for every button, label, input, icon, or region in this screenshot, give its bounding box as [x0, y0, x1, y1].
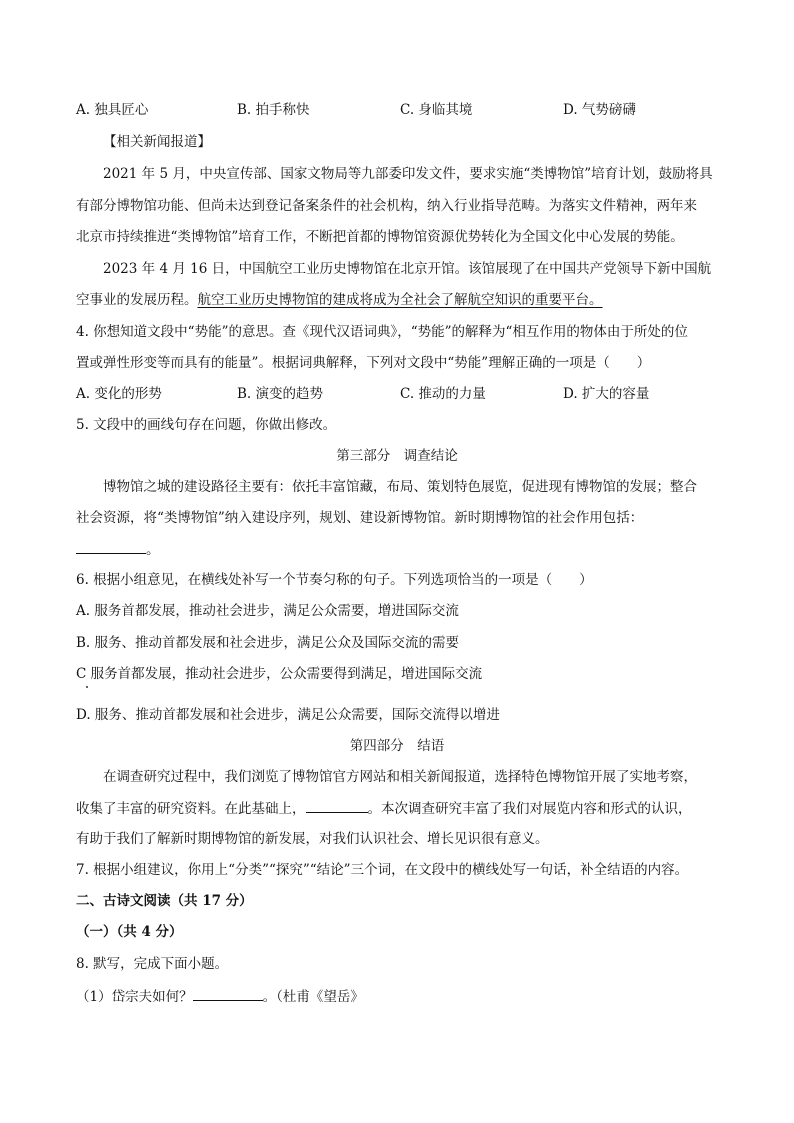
- q6-option-b: B. 服务、推动首都发展和社会进步，满足公众及国际交流的需要: [76, 635, 460, 651]
- part-4-line-3: 有助于我们了解新时期博物馆的新发展，对我们认识社会、增长见识很有意义。: [76, 831, 549, 847]
- stray-dot: [86, 686, 88, 688]
- q6-option-d: D. 服务、推动首都发展和社会进步，满足公众需要，国际交流得以增进: [76, 707, 500, 723]
- part-4-line-2-start: 收集了丰富的研究资料。在此基础上，: [76, 801, 306, 817]
- option-c: C. 身临其境: [400, 102, 473, 118]
- question-8: 8. 默写，完成下面小题。: [76, 956, 229, 972]
- part-4-heading: 第四部分 结语: [349, 738, 445, 754]
- part-4-line-2: [76, 798, 692, 819]
- q4-option-a: A. 变化的形势: [76, 386, 162, 402]
- question-5: 5. 文段中的画线句存在问题，你做出修改。: [76, 417, 337, 433]
- part-4-line-1: 在调查研究过程中，我们浏览了博物馆官方网站和相关新闻报道，选择特色博物馆开展了实地考察，: [103, 769, 697, 785]
- q4-option-d: D. 扩大的容量: [563, 386, 650, 402]
- news-paragraph-1-line-1: 2021 年 5 月，中央宣传部、国家文物局等九部委印发文件，要求实施“类博物馆”培育计划，鼓励将具: [103, 166, 713, 182]
- news-paragraph-1-line-3: 北京市持续推进“类博物馆”培育工作，不断把首都的博物馆资源优势转化为全国文化中心发展的势能。: [76, 229, 684, 245]
- q4-option-b: B. 演变的趋势: [237, 386, 324, 402]
- q6-option-a: A. 服务首都发展，推动社会进步，满足公众需要，增进国际交流: [76, 603, 459, 619]
- question-7: 7. 根据小组建议，你用上“分类”“探究”“结论”三个词，在文段中的横线处写一句话，补全结语的内容。: [76, 862, 689, 878]
- question-8-1-start: （1）岱宗夫如何？: [76, 989, 193, 1005]
- underlined-sentence: 航空工业历史博物馆的建成将成为全社会了解航空知识的重要平台。: [197, 292, 603, 308]
- option-a: A. 独具匠心: [76, 102, 149, 118]
- news-paragraph-2-line-2: [76, 290, 603, 310]
- part-3-line-3: [76, 539, 160, 560]
- part-3-period: 。: [146, 542, 160, 558]
- news-paragraph-1-line-2: 有部分博物馆功能、但尚未达到登记备案条件的社会机构，纳入行业指导范畴。为落实文件精神，两年来: [76, 198, 697, 214]
- option-b: B. 拍手称快: [237, 102, 310, 118]
- part-4-line-2-end: 。本次调查研究丰富了我们对展览内容和形式的认识，: [367, 801, 692, 817]
- news-sentence-plain: 空事业的发展历程。: [76, 292, 198, 308]
- q4-option-c: C. 推动的力量: [400, 386, 486, 402]
- question-8-1-end: 。（杜甫《望岳》: [262, 989, 364, 1005]
- news-heading: 【相关新闻报道】: [103, 134, 211, 150]
- option-d: D. 气势磅礴: [563, 102, 636, 118]
- question-8-1: [76, 986, 364, 1007]
- q6-option-c: C 服务首都发展，推动社会进步，公众需要得到满足，增进国际交流: [76, 666, 483, 682]
- answer-blank: [306, 798, 368, 813]
- section-2-heading: 二、古诗文阅读（共 17 分）: [76, 893, 253, 909]
- answer-blank: [193, 986, 263, 1001]
- part-3-heading: 第三部分 调查结论: [336, 448, 458, 464]
- subsection-heading: （一）（共 4 分）: [76, 924, 183, 940]
- news-paragraph-2-line-1: 2023 年 4 月 16 日，中国航空工业历史博物馆在北京开馆。该馆展现了在中国共产党领导下新中国航: [103, 261, 712, 277]
- answer-blank: [76, 539, 146, 554]
- question-4-line-1: 4. 你想知道文段中“势能”的意思。查《现代汉语词典》，“势能”的解释为“相互作用的物体由于所处的位: [76, 324, 688, 340]
- question-6-stem: 6. 根据小组意见，在横线处补写一个节奏匀称的句子。下列选项恰当的一项是（ ）: [76, 572, 593, 588]
- question-4-line-2: 置或弹性形变等而具有的能量”。根据词典解释，下列对文段中“势能”理解正确的一项是（ ）: [76, 355, 651, 371]
- part-3-line-2: 社会资源，将“类博物馆”纳入建设序列，规划、建设新博物馆。新时期博物馆的社会作用包括：: [76, 510, 644, 526]
- part-3-line-1: 博物馆之城的建设路径主要有：依托丰富馆藏，布局、策划特色展览，促进现有博物馆的发展；整合: [103, 479, 697, 495]
